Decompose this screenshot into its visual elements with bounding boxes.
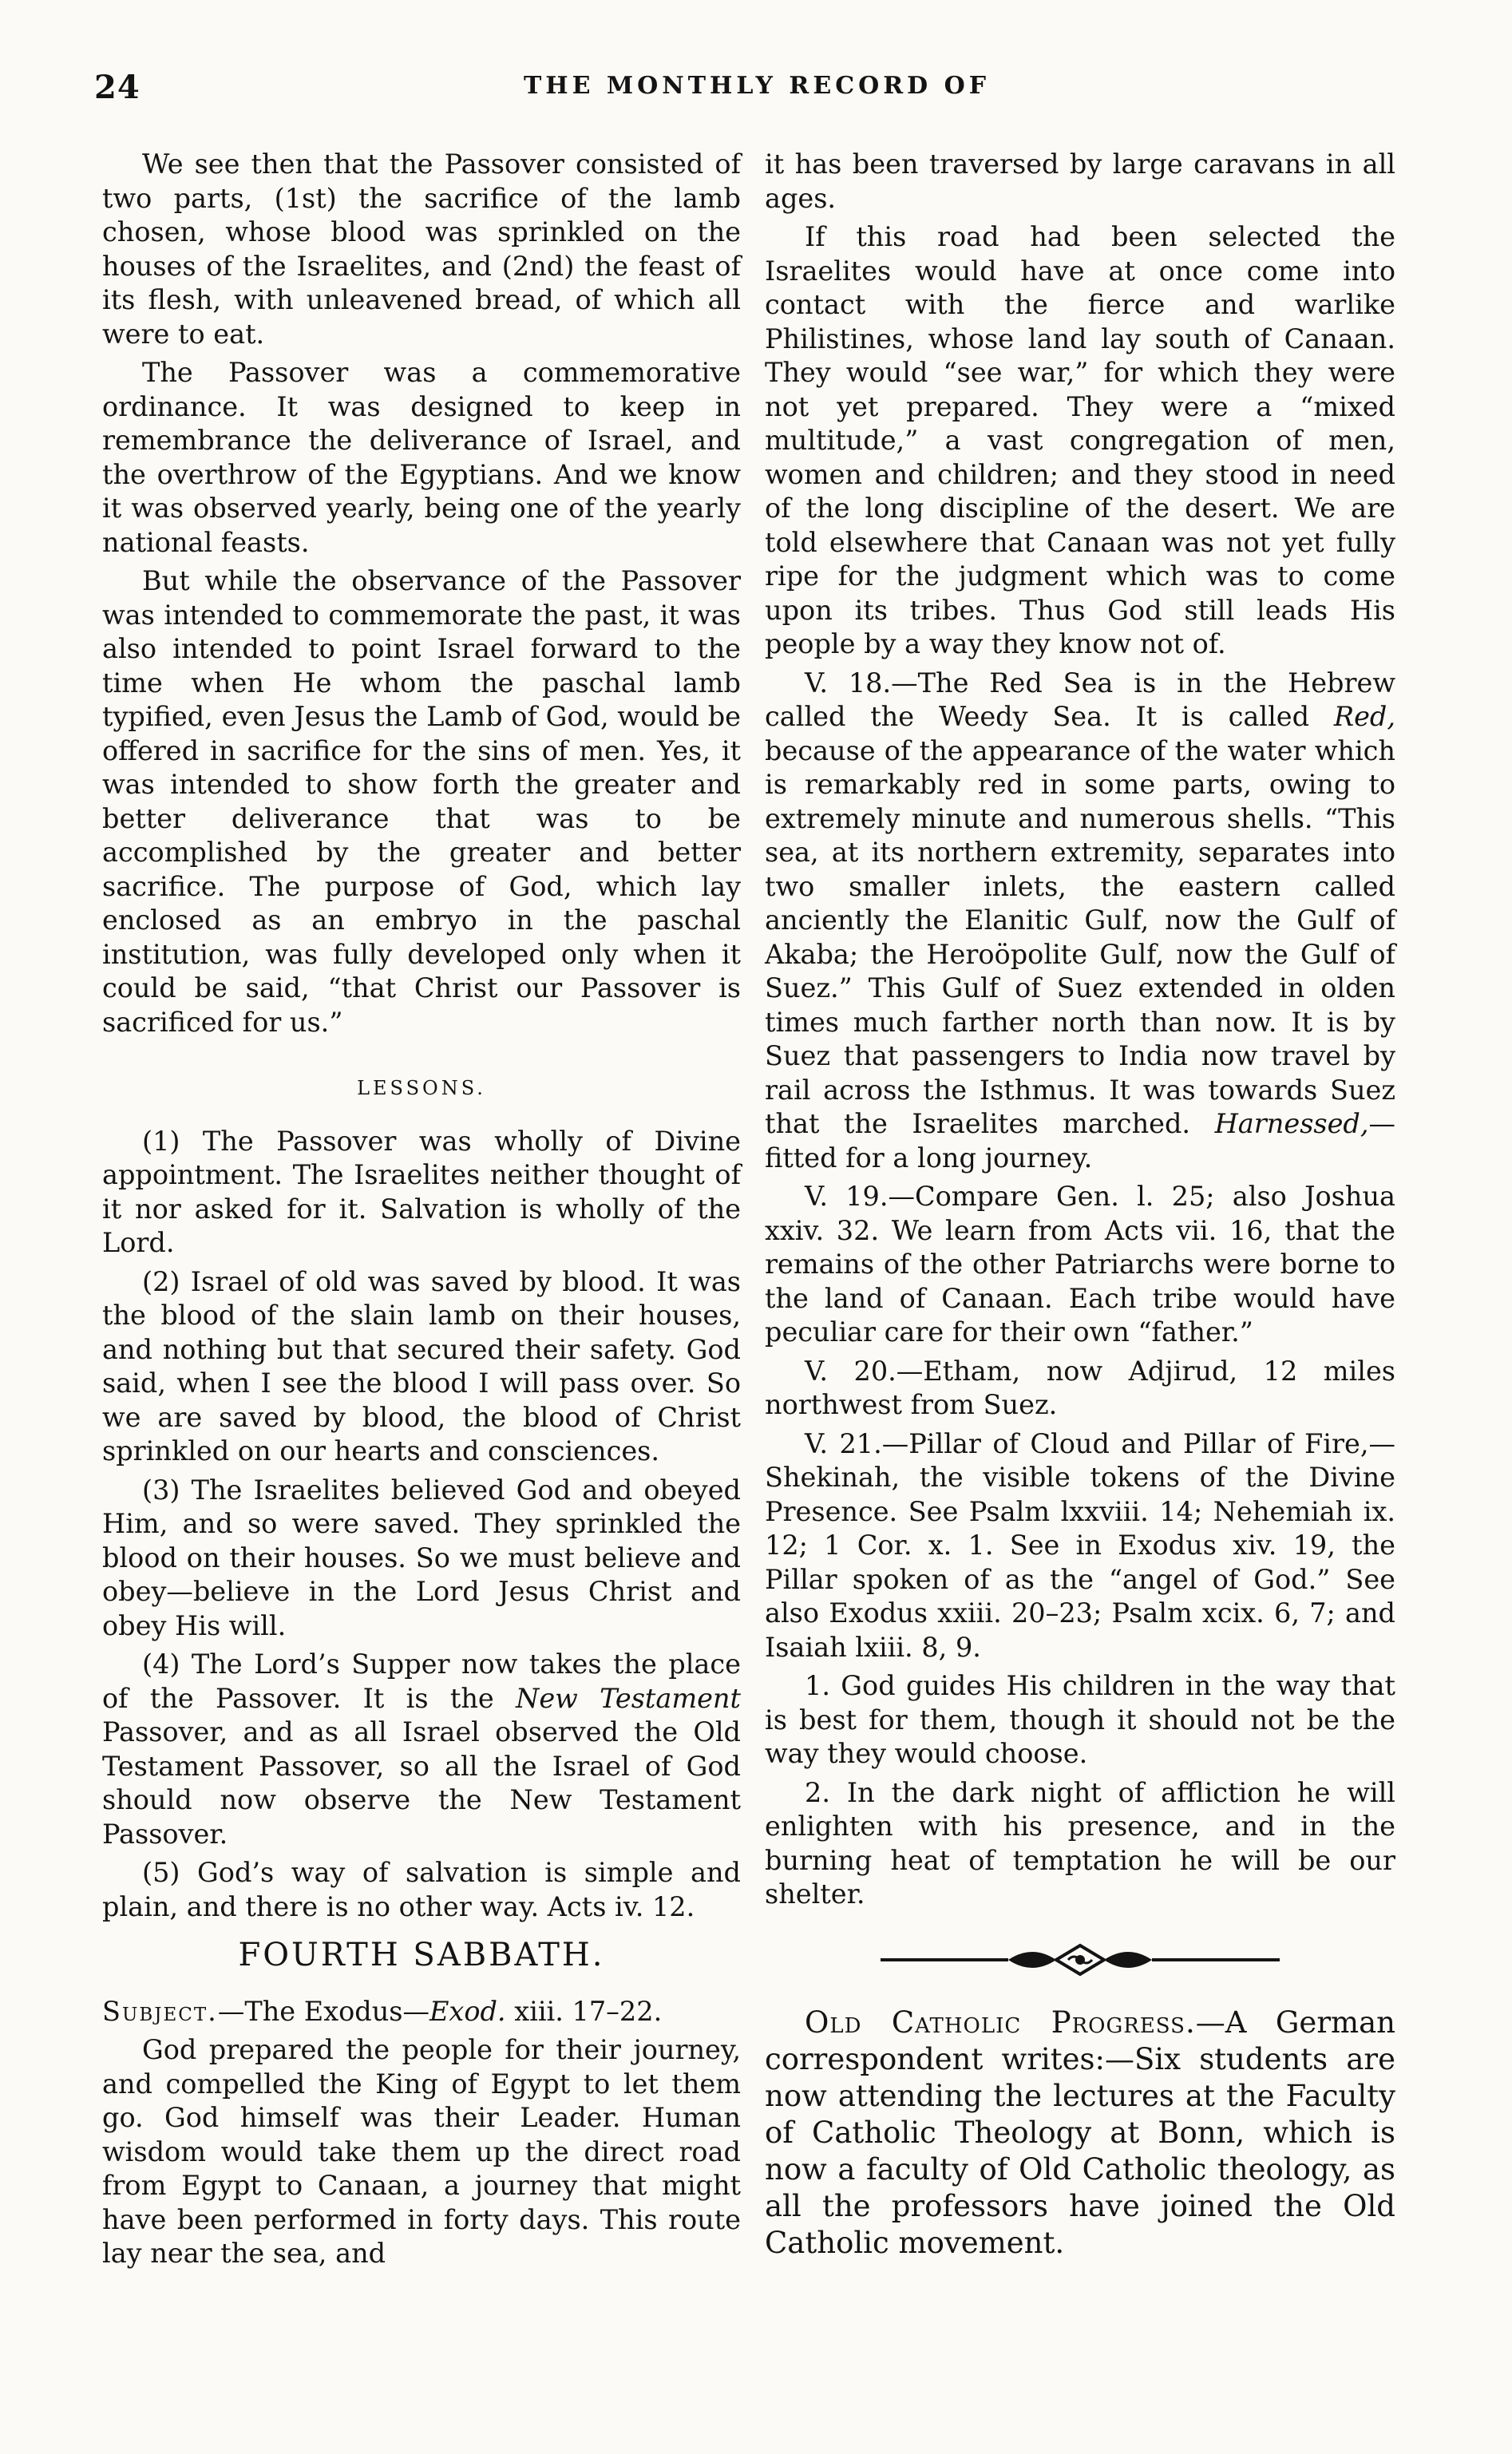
page-number: 24 bbox=[94, 69, 141, 106]
paragraph: If this road had been selected the Israelites would have at once come into contact with the fierce and warlike Philistines, whose land lay south of Canaan. They would “see war,” for which they were not yet prepared. They were a “mixed multitude,” a vast congregation of men, women and children; and they stood in need of the long discipline of the desert. We are told elsewhere that Canaan was not yet fully ripe for the judgment which was to come upon its tribes. Thus God still leads His people by a way they know not of. bbox=[765, 221, 1395, 659]
verse-emphasis: Harnessed, bbox=[1214, 1108, 1369, 1139]
section-heading: FOURTH SABBATH. bbox=[238, 1937, 605, 1973]
subject-reference: Exod. bbox=[429, 1995, 506, 2027]
verse-emphasis: Red, bbox=[1333, 701, 1395, 732]
paragraph: But while the observance of the Passover was intended to commemorate the past, it was also intended to point Israel forward to the time when He whom the paschal lamb typified, even Jesus the Lamb of God, would be offered in sacrifice for the sins of men. Yes, it was intended to show forth the greater and better deliverance that was to be accomplished by the greater and better sacrifice. The purpose of God, which lay enclosed as an embryo in the paschal institution, was fully developed only when it could be said, “that Christ our Passover is sacrificed for us.” bbox=[102, 565, 741, 1038]
verse-text: because of the appearance of the water which is remarkably red in some parts, owing to extremely minute and numerous shells. “This sea, at its northern extremity, separates into two smaller inlets, the eastern called anciently the Elanitic Gulf, now the Gulf of Akaba; the Heroöpolite Gulf, now the Gulf of Suez.” This Gulf of Suez extended in olden times much farther north than now. It is by Suez that passengers to India now travel by rail across the Isthmus. It was towards Suez that the Israelites marched. bbox=[765, 734, 1395, 1139]
running-head: THE MONTHLY RECORD OF bbox=[523, 72, 991, 100]
lesson-item: (2) Israel of old was saved by blood. It was the blood of the slain lamb on their houses, and nothing but that secured their safety. God said, when I see the blood I will pass over. So we are saved by blood, the blood of Christ sprinkled on our hearts and consciences. bbox=[102, 1265, 741, 1466]
lesson-item bbox=[102, 1648, 741, 1851]
lesson-item: (3) The Israelites believed God and obeyed Him, and so were saved. They sprinkled the blood on their houses. So we must believe and obey—believe in the Lord Jesus Christ and obey His will. bbox=[102, 1474, 741, 1641]
paragraph: it has been traversed by large caravans in all ages. bbox=[765, 148, 1395, 214]
paragraph: The Passover was a commemorative ordinance. It was designed to keep in remembrance the deliverance of Israel, and the overthrow of the Egyptians. And we know it was observed yearly, being one of the yearly national feasts. bbox=[102, 357, 741, 558]
subject-label: Subject. bbox=[102, 1995, 218, 2027]
paragraph: God prepared the people for their journey, and compelled the King of Egypt to let them go. God himself was their Leader. Human wisdom would take them up the direct road from Egypt to Canaan, a journey that might have been performed in forty days. This route lay near the sea, and bbox=[102, 2034, 741, 2269]
subject-text: xiii. 17–22. bbox=[505, 1995, 663, 2027]
lessons-heading: LESSONS. bbox=[357, 1077, 486, 1099]
lesson-item: (5) God’s way of salvation is simple and plain, and there is no other way. Acts iv. 12. bbox=[102, 1857, 741, 1922]
subject-line bbox=[102, 1995, 741, 2029]
lesson-text: Passover, and as all Israel observed the Old Testament Passover, so all the Israel of God should now observe the New Testament Passover. bbox=[102, 1716, 741, 1850]
verse-text: —fitted for a long journey. bbox=[765, 1108, 1395, 1174]
right-column bbox=[765, 148, 1395, 2266]
article-body: —A German correspondent writes:—Six students are now attending the lectures at the Faculty of Catholic Theology at Bonn, which is now a faculty of Old Catholic theology, as all the professors have joined the Old Catholic movement. bbox=[765, 2005, 1395, 2260]
point-item: 1. God guides His children in the way that is best for them, though it should not be the way they would choose. bbox=[765, 1670, 1395, 1769]
verse-note: V. 21.—Pillar of Cloud and Pillar of Fire,—Shekinah, the visible tokens of the Divine Presence. See Psalm lxxviii. 14; Nehemiah ix. 12; 1 Cor. x. 1. See in Exodus xiv. 19, the Pillar spoken of as the “angel of God.” See also Exodus xxiii. 20–23; Psalm xcix. 6, 7; and Isaiah lxiii. 8, 9. bbox=[765, 1427, 1395, 1663]
lesson-item: (1) The Passover was wholly of Divine appointment. The Israelites neither thought of it nor asked for it. Salvation is wholly of the Lord. bbox=[102, 1125, 741, 1258]
point-item: 2. In the dark night of affliction he will enlighten with his presence, and in the burning heat of temptation he will be our shelter. bbox=[765, 1776, 1395, 1910]
article-paragraph bbox=[765, 2005, 1395, 2262]
ornamental-rule-icon bbox=[873, 1936, 1288, 1984]
article-title: Old Catholic Progress. bbox=[805, 2005, 1196, 2040]
lesson-text: (4) The Lord’s Supper now takes the place of the Passover. It is the bbox=[102, 1649, 741, 1714]
lesson-emphasis: New Testament bbox=[516, 1682, 741, 1714]
subject-text: —The Exodus— bbox=[217, 1995, 429, 2027]
page-header bbox=[94, 69, 1419, 117]
left-column bbox=[102, 148, 741, 2276]
verse-note: V. 19.—Compare Gen. l. 25; also Joshua xxiv. 32. We learn from Acts vii. 16, that the remains of the other Patriarchs were borne to the land of Canaan. Each tribe would have peculiar care for their own “father.” bbox=[765, 1181, 1395, 1348]
verse-note: V. 20.—Etham, now Adjirud, 12 miles northwest from Suez. bbox=[765, 1355, 1395, 1420]
verse-text: V. 18.—The Red Sea is in the Hebrew called the Weedy Sea. It is called bbox=[765, 667, 1395, 732]
paragraph: We see then that the Passover consisted of two parts, (1st) the sacrifice of the lamb chosen, whose blood was sprinkled on the houses of the Israelites, and (2nd) the feast of its flesh, with unleavened bread, of which all were to eat. bbox=[102, 148, 741, 350]
verse-note bbox=[765, 667, 1395, 1176]
